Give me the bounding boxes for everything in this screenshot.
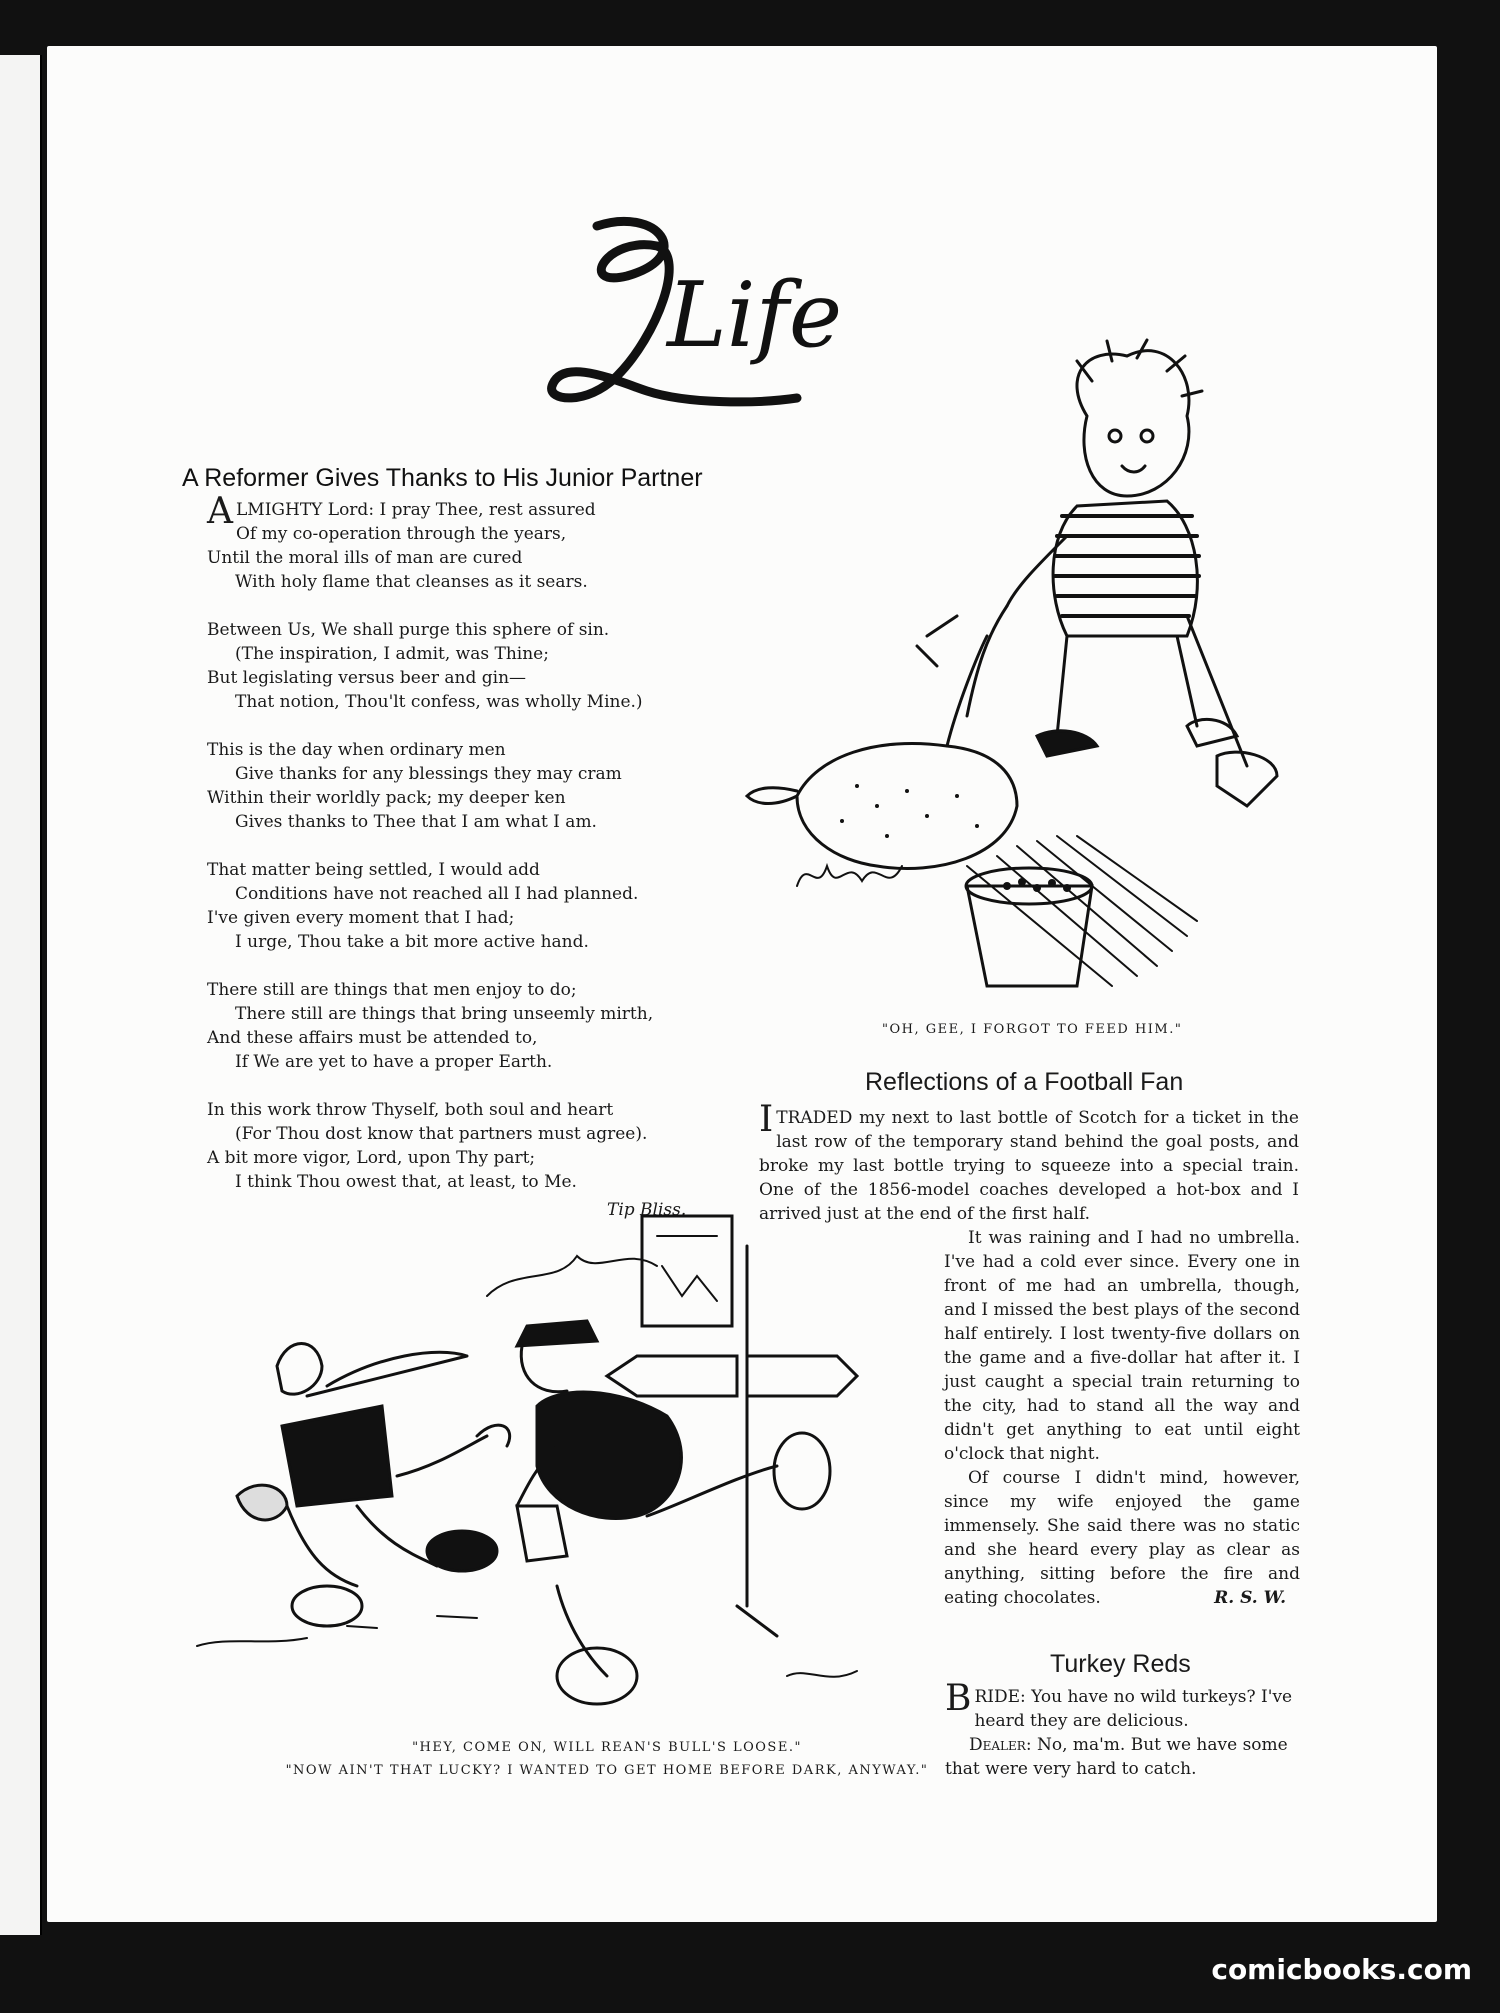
reflections-title: Reflections of a Football Fan [865,1068,1184,1096]
reflections-continued [944,1226,1300,1610]
cartoon1-caption: "OH, GEE, I FORGOT TO FEED HIM." [882,1022,1183,1037]
masthead-text: Life [667,263,843,368]
poem-line: This is the day when ordinary men [207,740,506,760]
poem-stanza [207,491,727,594]
poem-line: I've given every moment that I had; [207,908,515,928]
poem-line: (For Thou dost know that partners must agree). [235,1124,648,1144]
turkey-line-1: RIDE: You have no wild turkeys? I've heard they are delicious. [974,1687,1293,1731]
poem-author: Tip Bliss. [607,1200,687,1220]
poem-line: There still are things that men enjoy to do; [207,980,577,1000]
turkey-reds-body [945,1678,1301,1781]
site-watermark: comicbooks.com [1211,1953,1472,1986]
poem-line: If We are yet to have a proper Earth. [235,1052,553,1072]
poem-stanza [207,738,727,834]
poem-stanza [207,1098,727,1194]
poem-line: That notion, Thou'lt confess, was wholly Mine.) [235,692,643,712]
poem-line: I think Thou owest that, at least, to Me. [235,1172,577,1192]
poem-stanza [207,618,727,714]
drop-cap: A [207,491,233,532]
adjacent-page-edge [0,55,42,1935]
poem-line: Between Us, We shall purge this sphere of sin. [207,620,610,640]
cartoon2-caption [277,1736,937,1782]
poem-line: With holy flame that cleanses as it sears. [235,572,588,592]
poem-line: There still are things that bring unseemly mirth, [235,1004,654,1024]
drop-cap: I [759,1099,774,1140]
poem-line: Gives thanks to Thee that I am what I am. [235,812,597,832]
poem-stanza [207,858,727,954]
poem-line: I urge, Thou take a bit more active hand. [235,932,589,952]
reflections-paragraph-1: TRADED my next to last bottle of Scotch for a ticket in the last row of the temporary stand behind the goal posts, and broke my last bottle trying to squeeze into a special train. One of the 1856-model coaches developed a hot-box and I arrived just at the end of the first half. [759,1108,1299,1224]
poem-title: A Reformer Gives Thanks to His Junior Partner [182,464,703,492]
poem-line: But legislating versus beer and gin— [207,668,527,688]
poem-line: LMIGHTY Lord: I pray Thee, rest assured [236,500,596,520]
reflections-paragraph-3: Of course I didn't mind, however, since my wife enjoyed the game immensely. She said there was no static and she heard every play as clear as anything, sitting before the fire and eating chocolates. [944,1468,1300,1608]
poem-line: Conditions have not reached all I had planned. [235,884,639,904]
poem-body [207,491,727,1218]
poem-line: Give thanks for any blessings they may cram [235,764,622,784]
cartoon-boy-turkey-illustration [717,336,1297,1016]
dealer-label: Dealer: [969,1735,1032,1755]
poem-line: A bit more vigor, Lord, upon Thy part; [207,1148,536,1168]
reflections-author: R. S. W. [1214,1588,1286,1608]
poem-line: Within their worldly pack; my deeper ken [207,788,566,808]
cartoon-running-men-illustration [137,1206,937,1726]
turkey-reds-title: Turkey Reds [1050,1650,1191,1678]
reflections-paragraph-2: It was raining and I had no umbrella. I've had a cold ever since. Every one in front of me had an umbrella, though, and I missed the best plays of the second half entirely. I lost twenty-five dollars on the game and a five-dollar hat after it. I just caught a special train returning to the city, had to stand all the way and didn't get anything to eat until eight o'clock that night. [944,1228,1300,1464]
cartoon2-caption-line2: "NOW AIN'T THAT LUCKY? I WANTED TO GET HOME BEFORE DARK, ANYWAY." [285,1763,929,1778]
poem-line: Until the moral ills of man are cured [207,548,523,568]
magazine-page [47,46,1437,1922]
poem-line: That matter being settled, I would add [207,860,540,880]
poem-stanza [207,978,727,1074]
poem-line: (The inspiration, I admit, was Thine; [235,644,549,664]
drop-cap: B [945,1678,972,1719]
poem-line: Of my co-operation through the years, [236,524,567,544]
cartoon2-caption-line1: "HEY, COME ON, WILL REAN'S BULL'S LOOSE." [412,1740,802,1755]
turkey-line-2: No, ma'm. But we have some that were very hard to catch. [945,1735,1288,1779]
poem-line: And these affairs must be attended to, [207,1028,538,1048]
poem-line: In this work throw Thyself, both soul and heart [207,1100,614,1120]
